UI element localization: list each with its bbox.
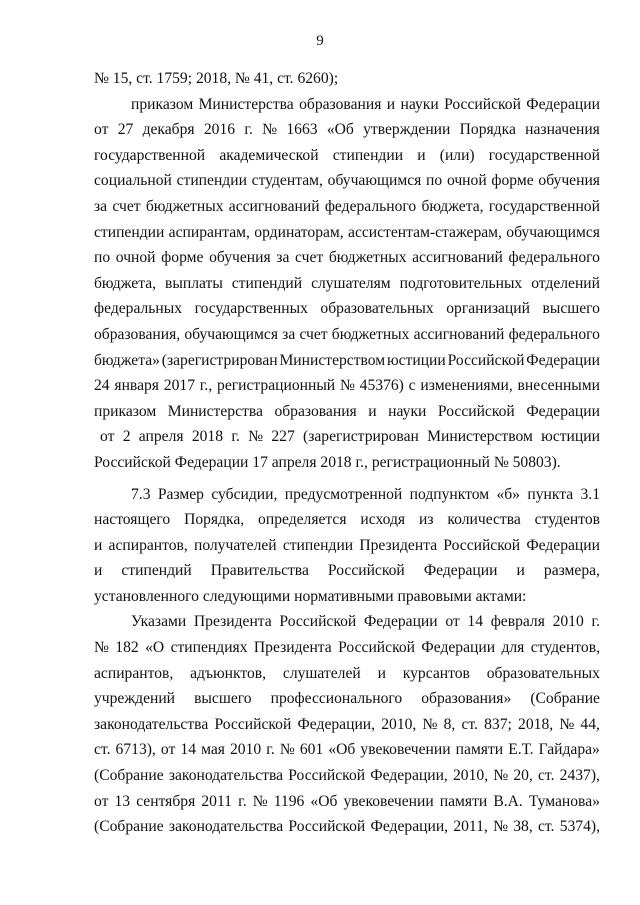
word: Российской [443,536,521,554]
word: 2011 [201,792,232,810]
word: 6713), [115,741,156,759]
word: 2010, [381,715,417,733]
word: образования [274,402,357,420]
word: законодательства [94,715,209,733]
word: бюджета, [421,197,484,215]
word: № [248,428,264,446]
word: № [252,792,268,810]
word: 7.3 [131,485,151,503]
word: стипендиях [170,639,248,657]
word: декабря [142,121,195,139]
word: из [418,511,434,529]
word: форме [491,172,534,190]
word: по [94,249,111,267]
text-line [94,399,600,425]
word: сентября [136,792,196,810]
word: выплаты [165,274,223,292]
word: по [426,172,443,190]
word: за [282,325,296,343]
word: и [516,562,525,580]
word: аспирантов, [108,536,188,554]
word: ассигнований [412,249,503,267]
word: 2 [122,428,131,446]
word: г. [231,428,240,446]
word: № [493,767,509,785]
word: пункта [527,485,574,503]
word: отделений [531,274,600,292]
word: памяти [439,792,488,810]
word: для [501,639,525,657]
word: № [279,741,295,759]
word: Размер [157,485,204,503]
word: Российской [288,767,366,785]
word: 27 [117,121,134,139]
word: очной [115,249,156,267]
word: (Собрание [530,690,600,708]
word: 13 [114,792,131,810]
word: от [445,613,460,631]
word: обучения [209,249,271,267]
word: «О [145,639,165,657]
word: образования, [94,325,181,343]
word: ассистентам-стажерам, [348,223,502,241]
text-line [94,737,600,763]
text-line [94,763,600,789]
word: получателей [193,536,277,554]
word: ст. [537,818,555,836]
word: юстиции [541,428,600,446]
word: федерального [508,325,600,343]
word: образования» [421,690,512,708]
word: студентов [534,511,600,529]
word: ст. [461,715,478,733]
word: 182 [115,639,139,657]
word: бюджета» [94,351,160,369]
word: счет [299,325,328,343]
word: студентов, [530,639,600,657]
word: ассигнований [413,325,505,343]
word: Российской [214,715,292,733]
word: 3.1 [580,485,600,503]
word: Гайдара» [538,741,600,759]
word: и [94,562,103,580]
text-line [94,117,600,143]
word: Порядка, [184,511,245,529]
word: № [493,818,508,836]
word: учреждений [94,690,176,708]
word: за [276,249,290,267]
word: приказом [94,402,157,420]
word: мая [201,741,225,759]
text-line [94,296,600,322]
word: Российской [288,818,366,836]
word: высшего [542,300,600,318]
word: бюджетных [331,325,410,343]
word: г. [244,121,253,139]
word: предусмотренной [284,485,403,503]
word: образовательных [486,664,600,682]
word: адъюнктов, [190,664,267,682]
word: курсантов [402,664,470,682]
text-line: № 15, ст. 1759; 2018, № 41, ст. 6260); [94,70,339,87]
word: размера, [543,562,600,580]
word: настоящего [94,511,171,529]
document-body [94,66,600,840]
word: бюджетных [328,249,407,267]
word: 2010 [552,613,584,631]
word: Российской [279,613,357,631]
word: назначения [525,121,600,139]
word: ст. [94,741,111,759]
word: Российской [437,402,515,420]
word: и [386,95,396,113]
word: Федерации, [370,818,449,836]
word: приказом [131,95,194,113]
word: внесенными [517,377,600,395]
text-line [94,609,600,635]
word: Министерством [279,351,386,369]
word: № [339,377,355,395]
word: 8, [443,715,456,733]
text-line: Российской Федерации 17 апреля 2018 г., регистрационный № 50803). [94,453,561,471]
word: ординаторам, [254,223,344,241]
word: обучающимся [327,172,422,190]
word: Туманова» [528,792,600,810]
word: № [262,121,278,139]
word: «б» [496,485,520,503]
word: академической [219,146,319,164]
word: государственной [94,146,206,164]
word: с [408,377,416,395]
word: 44, [580,715,600,733]
word: Федерации [421,639,496,657]
word: (зарегистрирован [303,428,419,446]
word: 2018, [518,715,554,733]
word: 5374), [559,818,600,836]
word: увековечении [360,741,451,759]
word: Российской [447,351,525,369]
word: Федерации [526,536,600,554]
word: социальной [94,172,172,190]
word: 14 [467,613,483,631]
word: от [160,741,176,759]
word: Федерации [363,613,438,631]
word: и [368,402,377,420]
word: подготовительных [399,274,523,292]
word: науки [388,402,427,420]
word: г. [591,613,600,631]
word: № [94,639,109,657]
word: форме [161,249,204,267]
word: 45376) [359,377,404,395]
word: Российской [338,639,415,657]
word: 2017 [163,377,195,395]
word: ассигнований [228,197,320,215]
text-line: установленного следующими нормативными правовыми актами: [94,587,527,605]
word: № [422,715,438,733]
word: Российской [444,95,521,113]
word: очной [446,172,487,190]
text-line [94,482,600,508]
word: определяется [258,511,347,529]
word: Федерации, [370,767,448,785]
text-line [94,92,600,118]
word: «Об [326,121,354,139]
word: образовательных [320,300,434,318]
word: счет [112,197,141,215]
word: 38, [513,818,533,836]
word: исходя [360,511,406,529]
word: федеральных [94,300,183,318]
word: Порядка [459,121,516,139]
text-line [94,533,600,559]
word: февраля [490,613,545,631]
word: государственных [194,300,308,318]
text-line [94,686,600,712]
word: 601 [299,741,324,759]
word: г. [238,792,247,810]
text-line [94,558,600,584]
word: изменениями, [420,377,513,395]
word: (Собрание [94,818,164,836]
word: за [94,197,108,215]
word: 2016 [203,121,236,139]
word: обучающимся [506,223,600,241]
word: науки [400,95,439,113]
word: стипендии [332,146,404,164]
word: аспирантов, [94,664,174,682]
word: апреля [138,428,184,446]
text-line [94,712,600,738]
word: Российской [327,562,405,580]
word: студентам, [251,172,323,190]
word: 1663 [286,121,318,139]
word: стипендии [282,536,354,554]
word: слушателям [311,274,391,292]
word: памяти [455,741,504,759]
word: государственной [488,146,600,164]
word: и [377,664,386,682]
word: стипендий [121,562,192,580]
word: от [100,428,115,446]
word: стипендий [231,274,303,292]
word: образования [299,95,382,113]
word: обучения [538,172,600,190]
text-line [94,245,600,271]
text-line [94,220,600,246]
word: субсидии, [211,485,278,503]
word: законодательства [168,767,284,785]
word: законодательства [168,818,284,836]
word: обучающимся [184,325,278,343]
word: № [559,715,575,733]
word: г., [199,377,213,395]
word: 2010, [453,767,489,785]
word: стипендии [176,172,247,190]
word: Федерации, [297,715,376,733]
word: г. [266,741,275,759]
word: слушателей [282,664,361,682]
word: количества [447,511,521,529]
word: организаций [446,300,530,318]
word: 20, [513,767,533,785]
word: 227 [271,428,295,446]
word: Президента [253,639,332,657]
text-line [94,194,600,220]
word: Правительства [210,562,309,580]
word: Министерства [167,402,263,420]
text-line [94,143,600,169]
word: и [417,146,426,164]
text-line [94,507,600,533]
word: и [94,536,103,554]
text-line [94,322,600,348]
word: 2011, [453,818,488,836]
word: федерального [508,249,600,267]
word: бюджетных [145,197,224,215]
word: января [114,377,159,395]
word: Федерации [526,351,600,369]
word: ст. [538,767,555,785]
word: профессионального [270,690,403,708]
word: 24 [94,377,110,395]
word: Президента [193,613,272,631]
text-line [94,661,600,687]
word: Е.Т. [508,741,534,759]
word: увековечении [343,792,434,810]
word: федерального [324,197,417,215]
word: Федерации [526,402,600,420]
text-line [94,635,600,661]
word: (Собрание [94,767,164,785]
word: Министерством [427,428,533,446]
word: Федерации [423,562,498,580]
word: Министерства [198,95,294,113]
word: «Об [328,741,356,759]
word: 2018 [191,428,224,446]
word: юстиции [386,351,446,369]
word: (зарегистрирован [161,351,278,369]
word: Федерации [526,95,600,113]
word: Президента [359,536,438,554]
word: подпунктом [409,485,490,503]
word: 2010 [230,741,262,759]
text-line [94,348,600,374]
text-line [94,424,600,450]
word: государственной [488,197,600,215]
word: бюджета, [94,274,157,292]
word: от [94,792,109,810]
text-line [94,814,600,840]
word: стипендии [94,223,165,241]
word: (или) [439,146,475,164]
word: В.А. [493,792,523,810]
word: регистрационный [217,377,336,395]
word: 837; [484,715,512,733]
word: 14 [180,741,196,759]
word: 1196 [273,792,305,810]
word: 2437), [559,767,600,785]
word: утверждении [363,121,451,139]
word: аспирантам, [168,223,250,241]
word: высшего [194,690,252,708]
text-line [94,373,600,399]
text-line [94,789,600,815]
word: счет [295,249,324,267]
word: «Об [310,792,338,810]
text-line [94,168,600,194]
word: Указами [131,613,187,631]
word: от [94,121,109,139]
text-line [94,271,600,297]
page-number: 9 [316,33,324,49]
